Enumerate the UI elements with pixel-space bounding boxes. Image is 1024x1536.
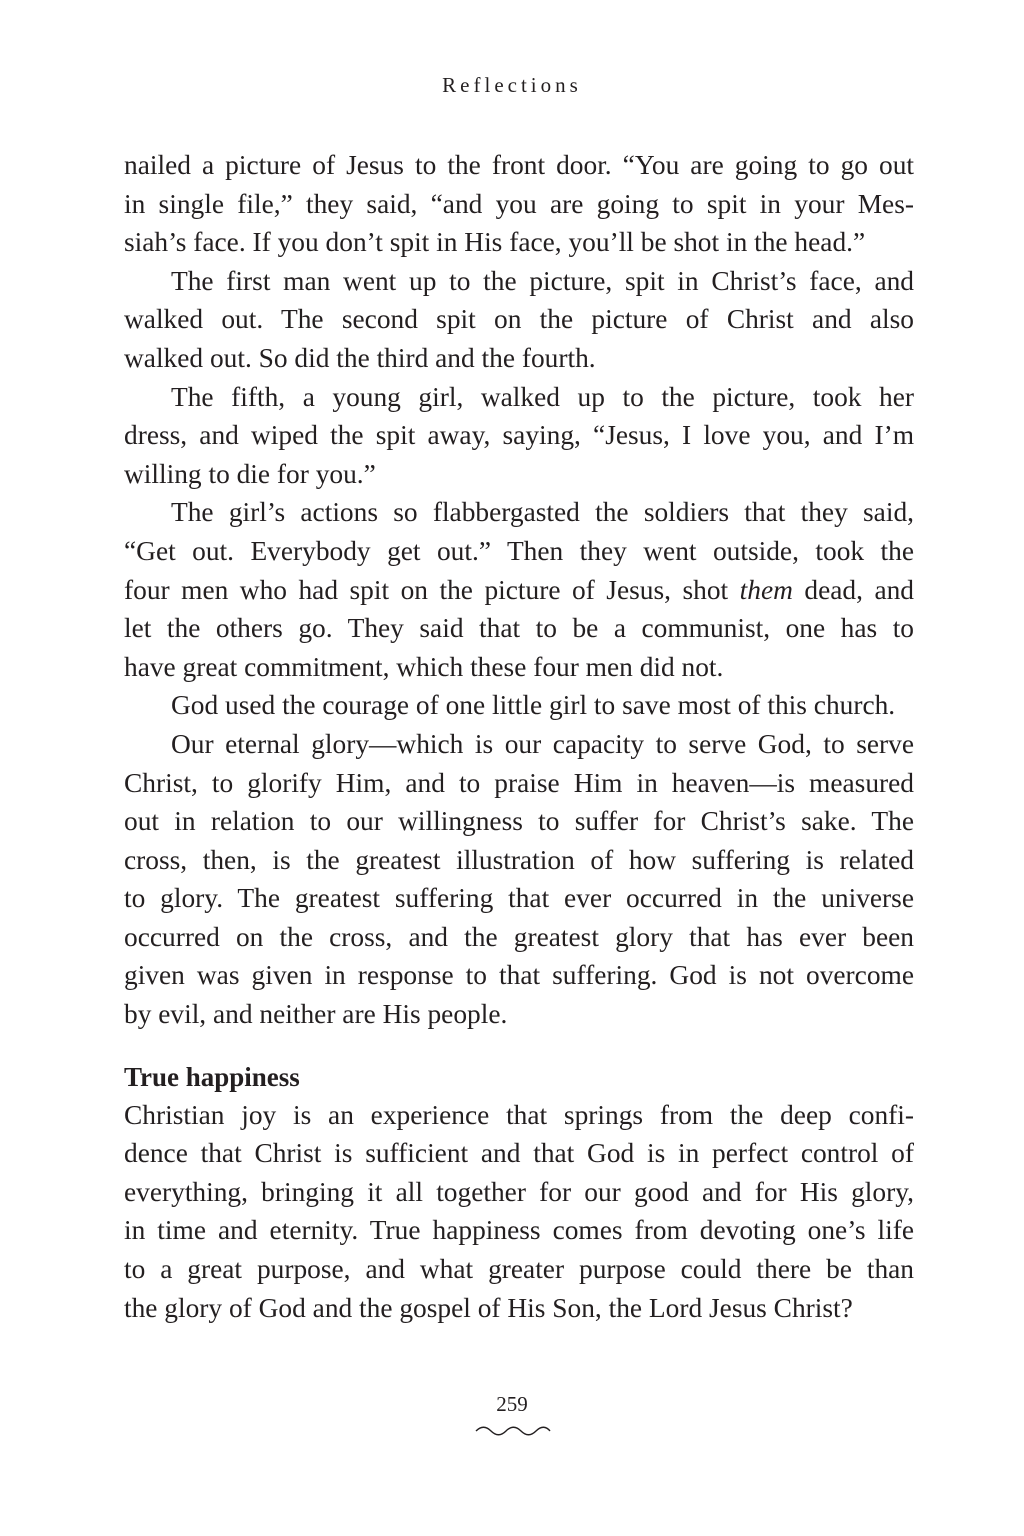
text-line: walked out. So did the third and the fourth. <box>124 342 596 373</box>
text-segment: dead, and <box>792 574 915 605</box>
text-line: to glory. The greatest suffering that ever occurred in the universe <box>124 883 914 914</box>
text-line <box>124 571 914 610</box>
paragraph <box>124 262 914 378</box>
text-line: in single file,” they said, “and you are going to spit in your Mes- <box>124 188 914 219</box>
section-heading: True happiness <box>124 1061 300 1092</box>
text-segment: four men who had spit on the picture of Jesus, shot <box>124 574 740 605</box>
text-line: out in relation to our willingness to suffer for Christ’s sake. The <box>124 806 914 837</box>
text-line: willing to die for you.” <box>124 458 376 489</box>
paragraph <box>124 686 914 725</box>
text-line: walked out. The second spit on the picture of Christ and also <box>124 304 914 335</box>
section-paragraph <box>124 1096 914 1328</box>
text-line: the glory of God and the gospel of His Son, the Lord Jesus Christ? <box>124 1292 853 1323</box>
text-line: by evil, and neither are His people. <box>124 999 508 1030</box>
paragraphs <box>124 146 914 1034</box>
text-line: have great commitment, which these four men did not. <box>124 651 724 682</box>
text-line: The first man went up to the picture, spit in Christ’s face, and <box>171 265 914 296</box>
italic-word: them <box>739 574 793 605</box>
body-text <box>124 146 914 1327</box>
text-line: dence that Christ is sufficient and that God is in perfect control of <box>124 1138 914 1169</box>
text-line: given was given in response to that suffering. God is not overcome <box>124 960 914 991</box>
text-line: God used the courage of one little girl to save most of this church. <box>171 690 896 721</box>
paragraph <box>124 725 914 1034</box>
text-line: Our eternal glory—which is our capacity to serve God, to serve <box>171 728 914 759</box>
text-line: “Get out. Everybody get out.” Then they went outside, took the <box>124 535 914 566</box>
text-line: cross, then, is the greatest illustration of how suffering is related <box>124 844 914 875</box>
text-line: dress, and wiped the spit away, saying, “Jesus, I love you, and I’m <box>124 420 914 451</box>
running-head: Reflections <box>442 73 582 97</box>
text-line: occurred on the cross, and the greatest glory that has ever been <box>124 921 914 952</box>
text-line: The fifth, a young girl, walked up to the picture, took her <box>171 381 914 412</box>
paragraph <box>124 378 914 494</box>
paragraph <box>124 146 914 262</box>
paragraph <box>124 493 914 686</box>
text-line: nailed a picture of Jesus to the front door. “You are going to go out <box>124 150 914 180</box>
page-number: 259 <box>496 1392 528 1416</box>
text-line: The girl’s actions so flabbergasted the soldiers that they said, <box>171 497 914 528</box>
text-line: let the others go. They said that to be a communist, one has to <box>124 613 914 644</box>
text-line: siah’s face. If you don’t spit in His face, you’ll be shot in the head.” <box>124 227 866 258</box>
wave-ornament-icon <box>475 1425 551 1437</box>
text-line: in time and eternity. True happiness comes from devoting one’s life <box>124 1215 914 1246</box>
text-line: Christian joy is an experience that springs from the deep confi- <box>124 1099 914 1130</box>
text-line: to a great purpose, and what greater purpose could there be than <box>124 1254 914 1285</box>
text-line: everything, bringing it all together for our good and for His glory, <box>124 1176 914 1207</box>
text-line: Christ, to glorify Him, and to praise Him in heaven—is measured <box>124 767 914 798</box>
